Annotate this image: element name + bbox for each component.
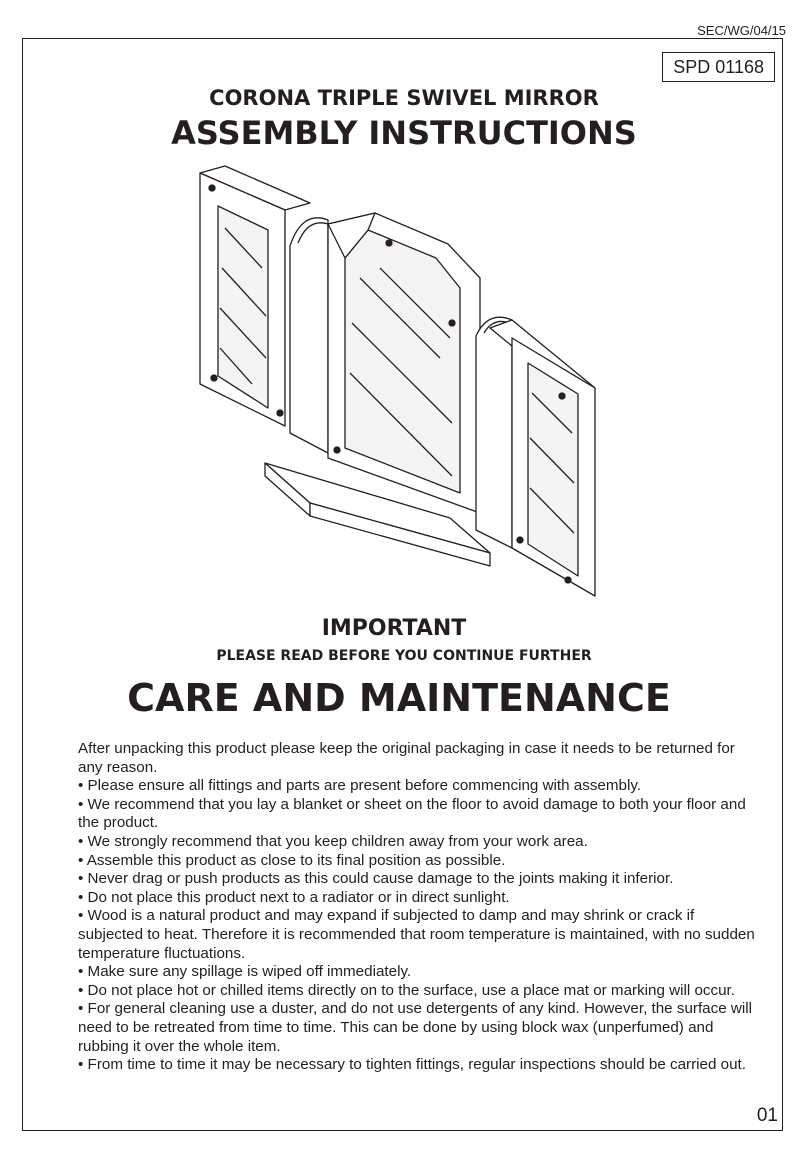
- page-title: ASSEMBLY INSTRUCTIONS: [171, 114, 637, 152]
- page-number: 01: [756, 1105, 778, 1126]
- care-heading: CARE AND MAINTENANCE: [127, 676, 671, 720]
- care-item: • Assemble this product as close to its final position as possible.: [78, 851, 506, 869]
- read-first-notice: PLEASE READ BEFORE YOU CONTINUE FURTHER: [216, 648, 592, 664]
- care-item: • Do not place hot or chilled items directly on to the surface, use a place mat or marking will occur.: [78, 981, 735, 999]
- care-item: • Never drag or push products as this could cause damage to the joints making it inferior.: [78, 870, 674, 888]
- product-name: CORONA TRIPLE SWIVEL MIRROR: [209, 86, 599, 110]
- care-item: • Do not place this product next to a radiator or in direct sunlight.: [78, 888, 510, 906]
- care-item: • From time to time it may be necessary to tighten fittings, regular inspections should be carried out.: [78, 1056, 746, 1074]
- care-item: • We strongly recommend that you keep children away from your work area.: [78, 832, 588, 850]
- care-item: • We recommend that you lay a blanket or sheet on the floor to avoid damage to both your floor and the product.: [78, 795, 746, 832]
- care-item: • Please ensure all fittings and parts are present before commencing with assembly.: [78, 777, 642, 795]
- document-code: SEC/WG/04/15: [697, 23, 786, 38]
- product-code-box: SPD 01168: [662, 52, 775, 82]
- mirror-illustration: [190, 158, 610, 608]
- care-instructions: [78, 740, 758, 1075]
- care-intro: After unpacking this product please keep the original packaging in case it needs to be returned for any reason.: [78, 740, 735, 776]
- important-heading: IMPORTANT: [321, 616, 467, 641]
- care-item: • Wood is a natural product and may expand if subjected to damp and may shrink or crack if subjected to heat. Therefore it is recommended that room temperature is maintained, with no sudden temperature fluctuations.: [78, 907, 755, 962]
- care-item: • For general cleaning use a duster, and do not use detergents of any kind. However, the surface will need to be retreated from time to time. This can be done by using block wax (unperfumed) and rubbing it over the whole item.: [78, 1000, 752, 1055]
- care-item: • Make sure any spillage is wiped off immediately.: [78, 963, 412, 981]
